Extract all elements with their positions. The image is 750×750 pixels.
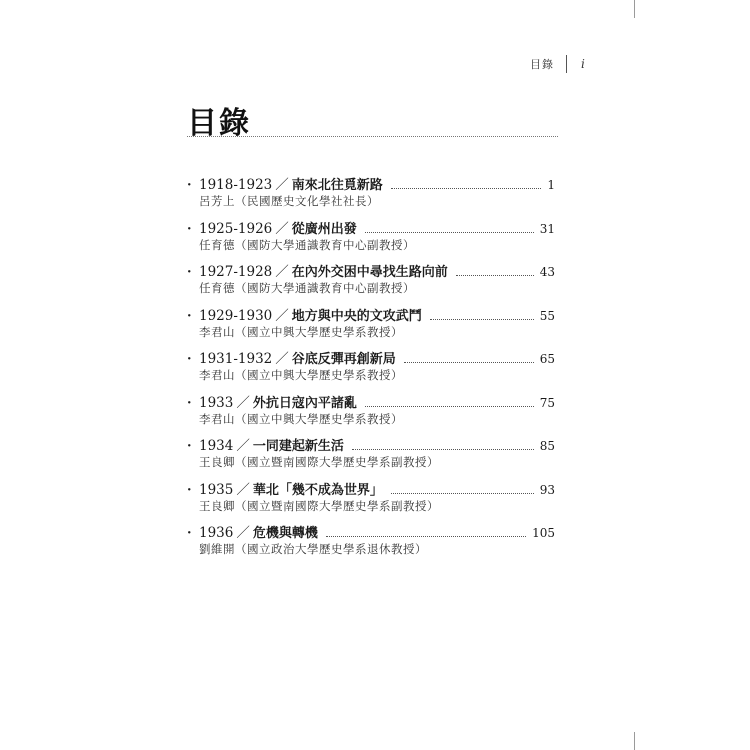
toc-entry-title: 危機與轉機 [252, 526, 318, 541]
running-head-divider [566, 55, 567, 73]
bullet-dot: · [187, 308, 192, 324]
toc-entry-years: 1925-1926 [199, 220, 273, 237]
dot-leader [391, 188, 542, 189]
toc-entry-page-number: 55 [539, 308, 555, 323]
toc-entry-separator: ／ [236, 525, 250, 541]
bullet-dot: · [187, 526, 192, 541]
toc-entry [187, 347, 555, 391]
dot-leader [365, 232, 534, 233]
running-head-page-number: i [581, 57, 585, 71]
toc-entry-separator: ／ [275, 220, 289, 237]
toc-entry [187, 521, 555, 565]
toc-entry-page-number: 43 [539, 265, 555, 279]
toc-entry-separator: ／ [236, 438, 250, 454]
toc-entry [187, 217, 555, 261]
running-head-title: 目錄 [530, 58, 554, 71]
bullet-dot: · [187, 221, 192, 237]
toc-entry [187, 434, 555, 478]
toc-entry [187, 304, 555, 348]
bullet-dot: · [187, 178, 192, 193]
bullet-dot: · [187, 439, 192, 454]
toc-entry-title: 南來北往覓新路 [291, 178, 383, 193]
toc-entry-author: 李君山（國立中興大學歷史學系教授） [199, 324, 403, 339]
toc-entry-page-number: 1 [547, 178, 555, 192]
bullet-dot: · [187, 482, 192, 498]
toc-entry-title: 谷底反彈再創新局 [291, 352, 396, 367]
toc-entry-line [187, 521, 555, 541]
toc-entry-author: 李君山（國立中興大學歷史學系教授） [199, 411, 403, 426]
toc-entry-author: 任育德（國防大學通識教育中心副教授） [199, 237, 415, 252]
crop-mark-bottom [634, 732, 635, 750]
dot-leader [326, 536, 526, 537]
toc-entry-page-number: 31 [539, 221, 555, 236]
toc-entry [187, 391, 555, 435]
toc-entry-title: 從廣州出發 [291, 221, 357, 237]
toc-entry-years: 1934 [199, 438, 234, 454]
toc-entry [187, 173, 555, 217]
dot-leader [404, 362, 534, 363]
toc-entry-author: 任育德（國防大學通識教育中心副教授） [199, 281, 415, 295]
toc-entry-years: 1933 [199, 394, 234, 411]
dot-leader [391, 493, 534, 494]
toc-entry-page-number: 65 [539, 352, 555, 366]
page-title: 目錄 [187, 106, 251, 141]
toc-entry-line [187, 304, 555, 324]
toc-entry-years: 1935 [199, 481, 234, 498]
dot-leader [456, 275, 534, 276]
toc-entry-line [187, 478, 555, 498]
crop-mark-top [634, 0, 635, 18]
toc-entry-author: 王良卿（國立暨南國際大學歷史學系副教授） [199, 455, 439, 469]
toc-entry [187, 260, 555, 304]
toc-entry-separator: ／ [236, 481, 250, 498]
toc-entry-title: 在內外交困中尋找生路向前 [291, 265, 448, 280]
bullet-dot: · [187, 265, 192, 280]
toc-entry-author: 劉維開（國立政治大學歷史學系退休教授） [199, 542, 427, 556]
toc-entry-line [187, 434, 555, 454]
title-dotted-rule [187, 136, 558, 137]
toc-entry-title: 一同建起新生活 [252, 439, 344, 454]
dot-leader [352, 449, 534, 450]
toc-entry-title: 地方與中央的文攻武鬥 [291, 308, 422, 324]
toc-entry-title: 外抗日寇內平諸亂 [252, 395, 357, 411]
toc-entry-separator: ／ [236, 394, 250, 411]
toc-entry-page-number: 75 [539, 395, 555, 410]
toc-entry-years: 1931-1932 [199, 351, 273, 367]
toc-entry-title: 華北「幾不成為世界」 [252, 482, 383, 498]
toc-entry-author: 李君山（國立中興大學歷史學系教授） [199, 368, 403, 382]
toc-entry-line [187, 260, 555, 280]
toc-entry-years: 1918-1923 [199, 177, 273, 193]
toc-entry-line [187, 391, 555, 411]
toc-entry-page-number: 105 [532, 526, 555, 540]
dot-leader [430, 319, 534, 320]
toc-entry [187, 478, 555, 522]
toc-entry-line [187, 217, 555, 237]
bullet-dot: · [187, 352, 192, 367]
running-head [530, 55, 585, 73]
toc-entry-separator: ／ [275, 264, 289, 280]
toc-entry-author: 王良卿（國立暨南國際大學歷史學系副教授） [199, 498, 439, 513]
dot-leader [365, 406, 534, 407]
toc-entry-separator: ／ [275, 307, 289, 324]
toc-entry-page-number: 85 [539, 439, 555, 453]
toc-entry-years: 1929-1930 [199, 307, 273, 324]
toc-entry-years: 1927-1928 [199, 264, 273, 280]
bullet-dot: · [187, 395, 192, 411]
table-of-contents [187, 173, 555, 565]
toc-entry-line [187, 173, 555, 193]
toc-entry-page-number: 93 [539, 482, 555, 497]
toc-entry-line [187, 347, 555, 367]
toc-entry-years: 1936 [199, 525, 234, 541]
toc-entry-author: 呂芳上（民國歷史文化學社社長） [199, 194, 379, 208]
toc-entry-separator: ／ [275, 351, 289, 367]
toc-entry-separator: ／ [275, 177, 289, 193]
